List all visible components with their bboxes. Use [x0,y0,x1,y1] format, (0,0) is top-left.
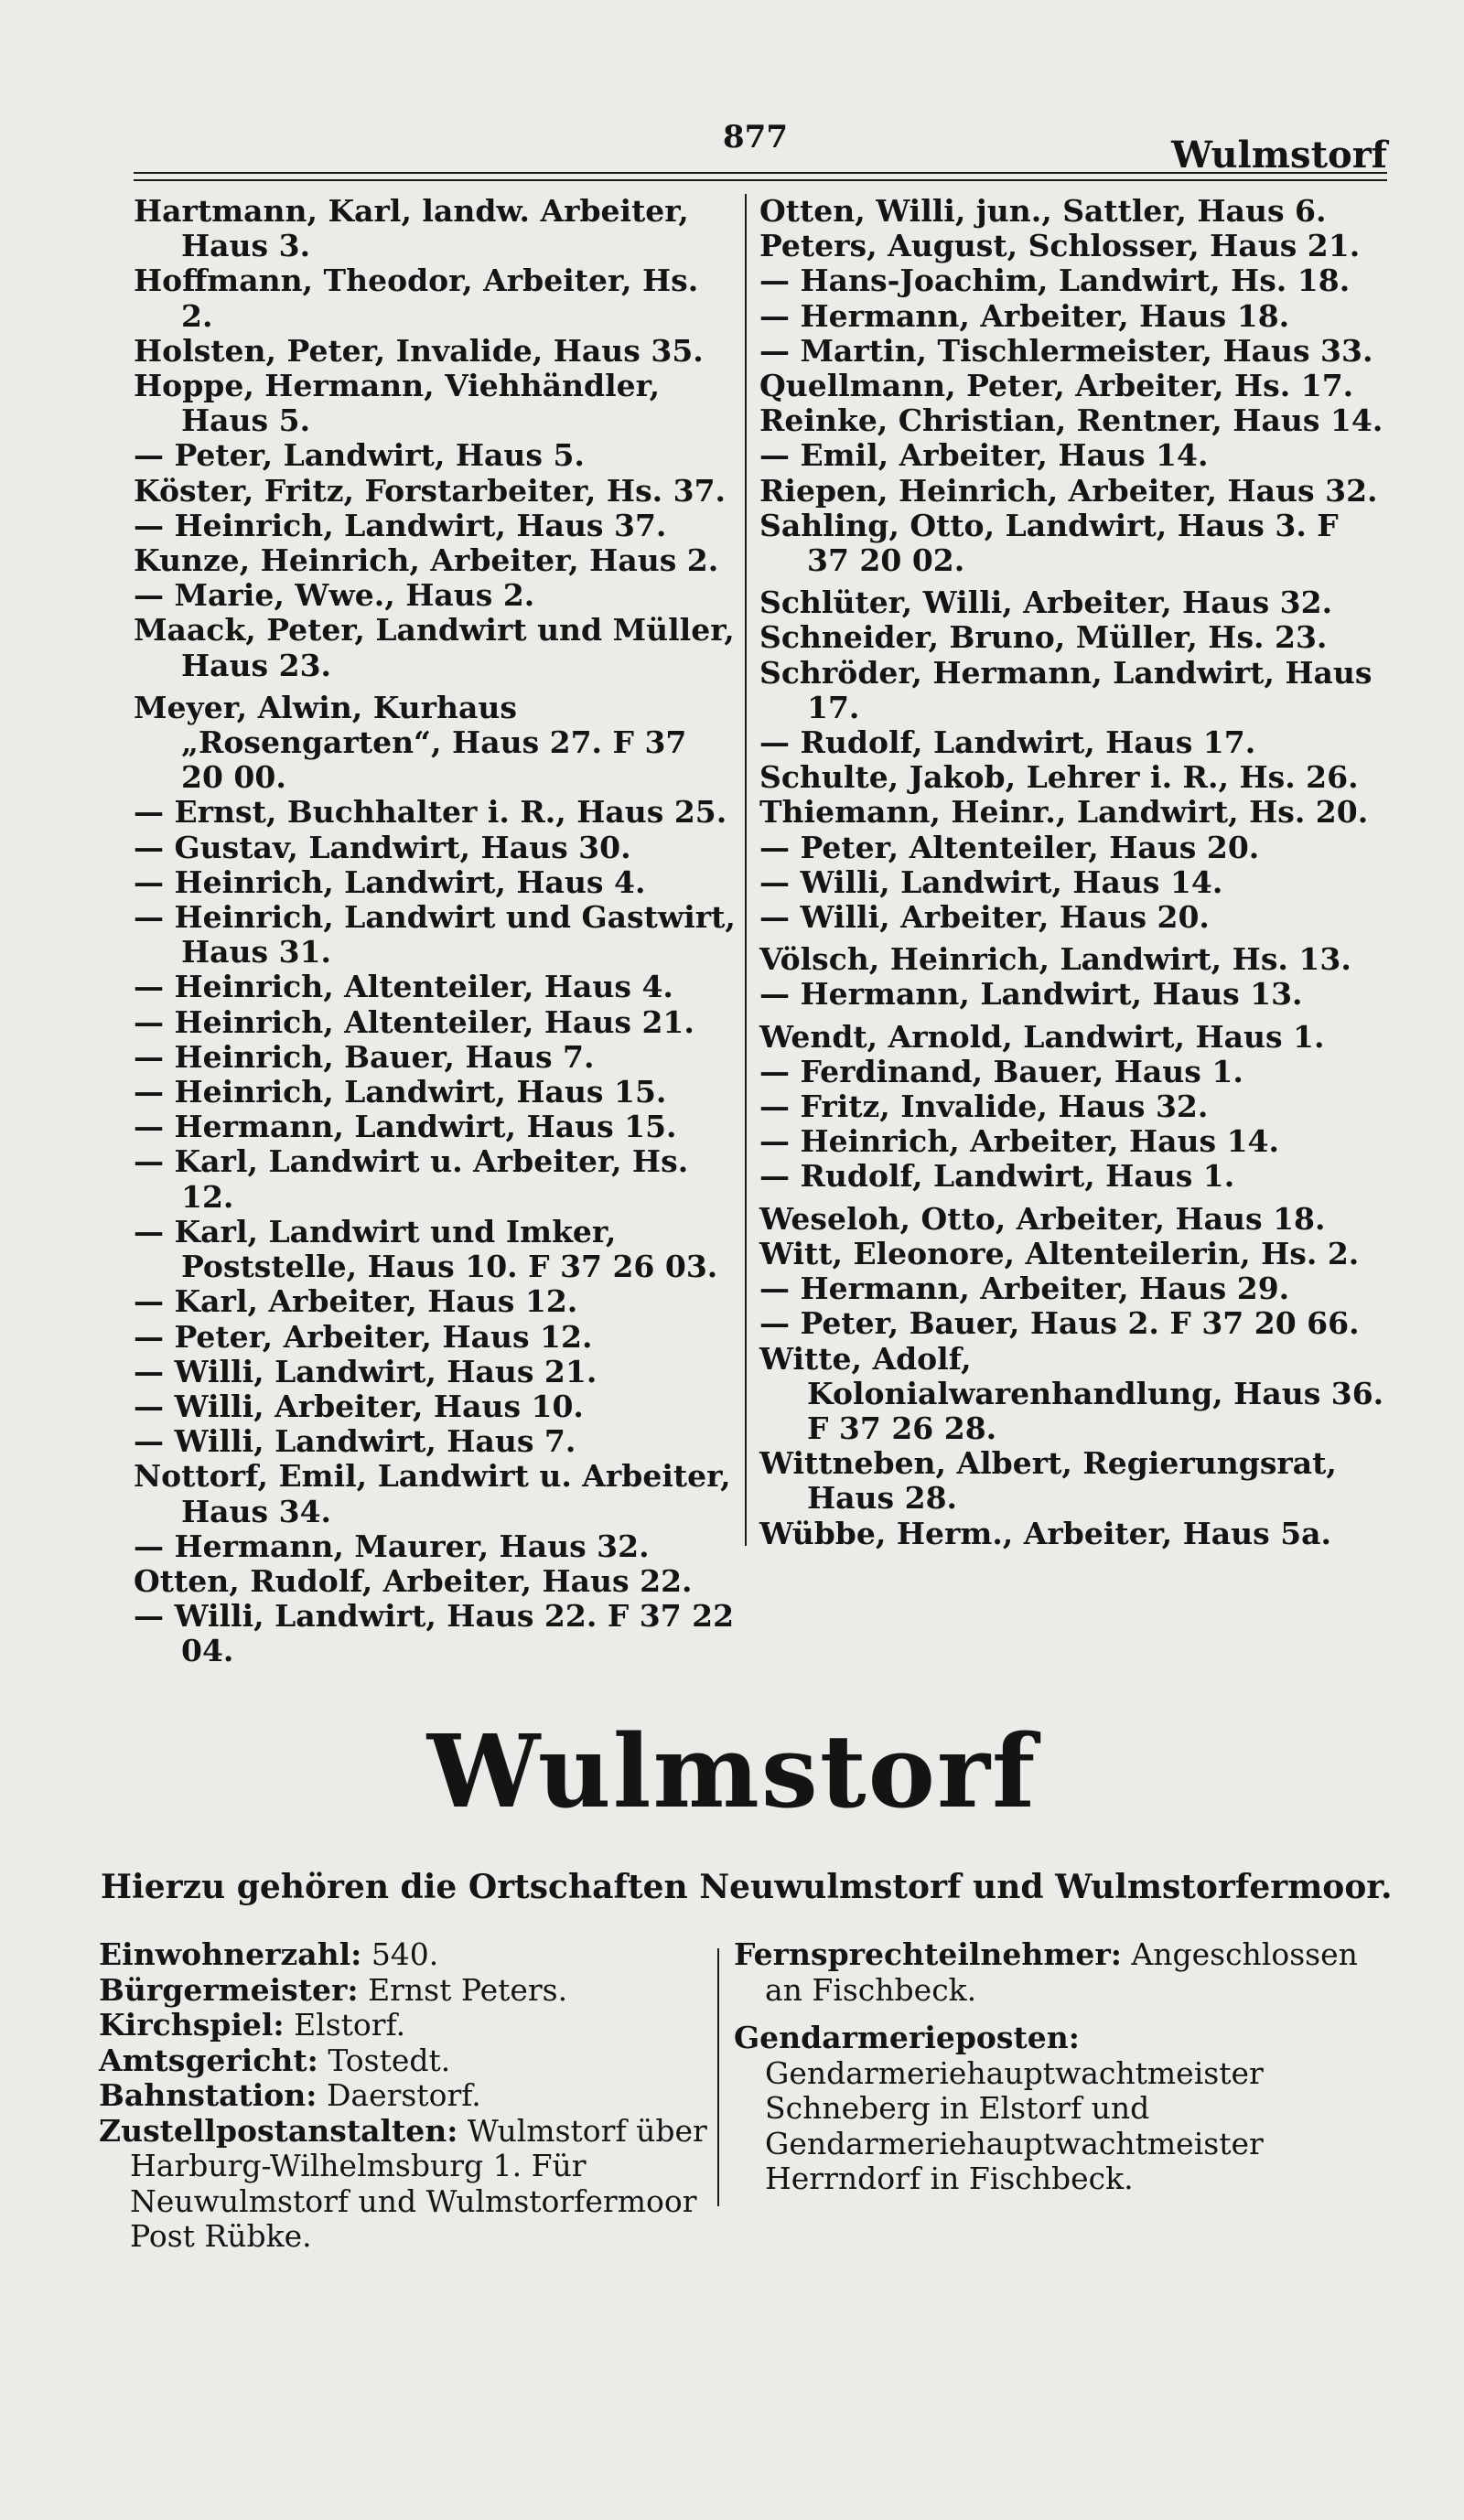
directory-entry [134,1424,737,1459]
running-title: Wulmstorf [1171,134,1387,177]
entry-text: — Peter, Arbeiter, Haus 12. [134,1318,593,1355]
directory-entry [759,403,1389,438]
directory-entry [759,438,1389,473]
entry-text: Otten, Willi, jun., Sattler, Haus 6. [759,193,1327,229]
directory-entry [759,865,1389,900]
entry-text: — Heinrich, Altenteiler, Haus 4. [134,969,673,1005]
directory-entry [134,1215,737,1284]
directory-entry [134,1110,737,1144]
entry-text: Schlüter, Willi, Arbeiter, Haus 32. [759,584,1333,621]
directory-entry [134,194,737,263]
directory-entry [759,942,1389,977]
entry-text: Schulte, Jakob, Lehrer i. R., Hs. 26. [759,759,1359,796]
entry-text: — Fritz, Invalide, Haus 32. [759,1088,1209,1125]
info-value: Ernst Peters. [368,1971,568,2008]
directory-entry [134,1355,737,1389]
entry-text: — Willi, Arbeiter, Haus 20. [759,899,1210,936]
info-label: Bürgermeister: [99,1971,359,2008]
entry-text: Völsch, Heinrich, Landwirt, Hs. 13. [759,941,1351,978]
directory-entry [134,1529,737,1564]
info-value: Wulmstorf über Harburg-Wilhelmsburg 1. Für Neuwulmstorf und Wulmstorfermoor Post Rübke. [130,2112,707,2254]
info-row [99,2043,721,2079]
entry-text: — Ernst, Buchhalter i. R., Haus 25. [134,794,727,831]
entry-text: Reinke, Christian, Rentner, Haus 14. [759,402,1383,439]
directory-entry [134,831,737,865]
entry-text: — Marie, Wwe., Haus 2. [134,577,535,614]
entry-text: — Heinrich, Altenteiler, Haus 21. [134,1003,694,1040]
entry-text: — Willi, Landwirt, Haus 7. [134,1423,576,1460]
directory-entry [759,831,1389,865]
entry-text: — Heinrich, Landwirt und Gastwirt, Haus 31. [134,899,736,970]
directory-entry [759,977,1389,1012]
header-rule-secondary [134,179,1387,181]
entry-text: — Willi, Landwirt, Haus 21. [134,1353,597,1389]
entry-text: — Peter, Bauer, Haus 2. F 37 20 66. [759,1305,1360,1342]
directory-entry [134,613,737,682]
directory-entry [759,1237,1389,1271]
entry-text: Wittneben, Albert, Regierungsrat, Haus 28. [759,1445,1337,1517]
entry-text: Kunze, Heinrich, Arbeiter, Haus 2. [134,542,719,579]
directory-entry [759,299,1389,334]
entry-text: Meyer, Alwin, Kurhaus „Rosengarten“, Haus 27. F 37 20 00. [134,689,687,796]
directory-entry [759,760,1389,795]
directory-entry [759,620,1389,655]
info-label: Fernsprechteilnehmer: [734,1936,1122,1972]
entry-text: — Willi, Arbeiter, Haus 10. [134,1388,584,1424]
info-value: 540. [371,1936,439,1972]
header-rule [134,172,1387,174]
directory-entry [759,795,1389,830]
entry-text: — Heinrich, Arbeiter, Haus 14. [759,1123,1280,1160]
entry-text: Köster, Fritz, Forstarbeiter, Hs. 37. [134,472,727,509]
info-value: Gendarmeriehauptwachtmeister Schneberg in Elstorf und Gendarmeriehauptwachtmeister Herrndorf in Fischbeck. [765,2054,1264,2196]
directory-entry [759,656,1389,725]
entry-text: — Willi, Landwirt, Haus 14. [759,863,1223,900]
info-row [99,2078,721,2114]
entry-text: — Karl, Arbeiter, Haus 12. [134,1283,578,1320]
entry-text: — Peter, Altenteiler, Haus 20. [759,829,1260,865]
info-row [734,1937,1365,2008]
directory-entry [134,1389,737,1424]
entry-text: Hoffmann, Theodor, Arbeiter, Hs. 2. [134,263,699,334]
entry-text: — Ferdinand, Bauer, Haus 1. [759,1053,1243,1089]
directory-entry [134,1564,737,1599]
directory-entry [759,1159,1389,1194]
directory-entry [759,1124,1389,1159]
directory-entry [759,474,1389,509]
left-column [134,194,737,1669]
entry-text: Riepen, Heinrich, Arbeiter, Haus 32. [759,472,1378,509]
info-value: Elstorf. [294,2007,406,2043]
info-label: Gendarmerieposten: [734,2020,1080,2055]
entry-text: — Hans-Joachim, Landwirt, Hs. 18. [759,263,1351,299]
directory-entry [134,334,737,369]
entry-text: — Hermann, Maurer, Haus 32. [134,1528,650,1564]
entry-text: Witt, Eleonore, Altenteilerin, Hs. 2. [759,1235,1360,1271]
directory-entry [759,900,1389,935]
directory-entry [134,474,737,509]
entry-text: Holsten, Peter, Invalide, Haus 35. [134,332,704,369]
entry-text: Hoppe, Hermann, Viehhändler, Haus 5. [134,368,661,439]
directory-entry [759,1020,1389,1055]
entry-text: — Peter, Landwirt, Haus 5. [134,437,585,474]
section-subtitle: Hierzu gehören die Ortschaften Neuwulmstorf und Wulmstorfermoor. [101,1868,1393,1906]
directory-entry [759,1446,1389,1516]
directory-entry [134,1144,737,1214]
entry-text: Schneider, Bruno, Müller, Hs. 23. [759,619,1328,656]
entry-text: Witte, Adolf, Kolonialwarenhandlung, Haus 36. F 37 26 28. [759,1340,1384,1446]
info-label: Kirchspiel: [99,2007,285,2043]
entry-text: — Hermann, Landwirt, Haus 13. [759,976,1303,1013]
directory-entry [759,1089,1389,1124]
section-title: Wulmstorf [426,1712,1038,1830]
entry-text: — Karl, Landwirt u. Arbeiter, Hs. 12. [134,1143,689,1215]
entry-text: Sahling, Otto, Landwirt, Haus 3. F 37 20 02. [759,507,1339,579]
info-label: Einwohnerzahl: [99,1936,362,1972]
directory-entry [759,1055,1389,1089]
directory-entry [759,369,1389,403]
entry-text: Maack, Peter, Landwirt und Müller, Haus 23. [134,612,735,683]
entry-text: Wübbe, Herm., Arbeiter, Haus 5a. [759,1515,1332,1551]
entry-text: — Heinrich, Bauer, Haus 7. [134,1038,595,1075]
directory-entry [759,725,1389,760]
entry-text: — Hermann, Arbeiter, Haus 29. [759,1271,1290,1307]
directory-entry [134,1040,737,1075]
info-label: Zustellpostanstalten: [99,2112,458,2149]
column-divider [745,194,747,1546]
directory-entry [134,691,737,796]
directory-entry [134,865,737,900]
entry-text: — Rudolf, Landwirt, Haus 17. [759,724,1256,761]
page-number: 877 [723,119,788,155]
directory-entry [134,1284,737,1319]
directory-entry [759,1306,1389,1341]
directory-entry [134,795,737,830]
directory-entry [134,369,737,438]
directory-entry [134,509,737,543]
entry-text: Peters, August, Schlosser, Haus 21. [759,228,1361,264]
directory-entry [759,334,1389,369]
directory-entry [134,1599,737,1668]
entry-text: Thiemann, Heinr., Landwirt, Hs. 20. [759,794,1369,831]
directory-entry [759,1202,1389,1237]
info-label: Bahnstation: [99,2077,318,2113]
entry-text: — Rudolf, Landwirt, Haus 1. [759,1158,1235,1195]
directory-entry [134,263,737,333]
info-left-block [99,1937,721,2255]
entry-text: Otten, Rudolf, Arbeiter, Haus 22. [134,1562,693,1599]
info-label: Amtsgericht: [99,2042,318,2078]
directory-entry [134,438,737,473]
entry-text: — Willi, Landwirt, Haus 22. F 37 22 04. [134,1598,735,1669]
directory-entry [759,585,1389,620]
directory-entry [134,900,737,970]
entry-text: Nottorf, Emil, Landwirt u. Arbeiter, Haus 34. [134,1458,731,1529]
directory-entry [759,1271,1389,1306]
info-row [99,1973,721,2009]
info-right-block [734,1937,1365,2197]
entry-text: Quellmann, Peter, Arbeiter, Hs. 17. [759,368,1354,404]
info-value: Daerstorf. [326,2077,481,2113]
directory-entry [134,543,737,578]
entry-text: — Heinrich, Landwirt, Haus 37. [134,507,667,543]
entry-text: — Gustav, Landwirt, Haus 30. [134,829,631,865]
info-row [99,1937,721,1973]
entry-text: Hartmann, Karl, landw. Arbeiter, Haus 3. [134,193,689,264]
entry-text: Wendt, Arnold, Landwirt, Haus 1. [759,1018,1325,1055]
entry-text: — Heinrich, Landwirt, Haus 4. [134,863,646,900]
directory-entry [759,509,1389,578]
info-row [734,2021,1365,2197]
info-divider [717,1948,719,2206]
directory-entry [759,194,1389,229]
info-value: Tostedt. [328,2042,451,2078]
directory-entry [134,578,737,613]
directory-entry [759,1517,1389,1551]
right-column [759,194,1389,1551]
directory-entry [134,1075,737,1110]
entry-text: — Karl, Landwirt und Imker, Poststelle, Haus 10. F 37 26 03. [134,1213,718,1285]
directory-entry [759,1342,1389,1447]
info-row [99,2114,721,2255]
info-value: Angeschlossen an Fischbeck. [765,1936,1358,2008]
entry-text: — Emil, Arbeiter, Haus 14. [759,437,1209,474]
entry-text: Schröder, Hermann, Landwirt, Haus 17. [759,654,1372,725]
entry-text: — Hermann, Arbeiter, Haus 18. [759,297,1290,334]
entry-text: — Heinrich, Landwirt, Haus 15. [134,1074,667,1110]
directory-entry [134,1459,737,1528]
directory-entry [134,1320,737,1355]
directory-entry [134,970,737,1004]
entry-text: Weseloh, Otto, Arbeiter, Haus 18. [759,1200,1326,1237]
directory-entry [759,229,1389,263]
entry-text: — Hermann, Landwirt, Haus 15. [134,1109,677,1145]
info-row [99,2008,721,2043]
entry-text: — Martin, Tischlermeister, Haus 33. [759,332,1373,369]
directory-entry [134,1005,737,1040]
directory-entry [759,263,1389,298]
